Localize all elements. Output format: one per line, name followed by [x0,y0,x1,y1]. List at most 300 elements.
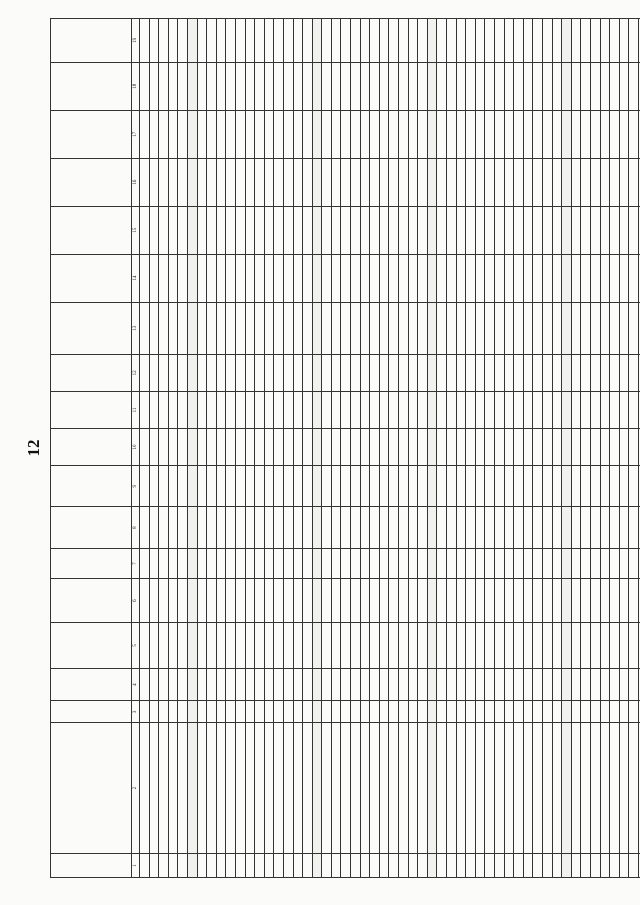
table-cell [533,254,543,302]
table-cell [197,548,207,579]
table-cell [216,701,226,723]
table-cell [514,19,524,63]
table-cell [187,206,197,254]
table-cell [389,723,399,854]
table-cell [293,254,303,302]
table-cell [187,622,197,668]
table-cell [571,19,581,63]
table-cell [274,579,284,623]
table-cell [283,110,293,158]
table-cell [264,391,274,428]
table-cell [514,579,524,623]
table-cell [523,254,533,302]
table-cell [351,428,361,465]
table-cell [581,354,591,391]
table-cell [168,428,178,465]
table-cell [408,723,418,854]
table-cell [523,302,533,354]
table-cell [216,19,226,63]
table-cell [293,701,303,723]
table-cell [485,466,495,507]
table-cell [303,428,313,465]
table-cell [399,701,409,723]
table-cell [140,466,150,507]
table-cell [389,428,399,465]
table-cell [283,302,293,354]
table-cell [149,158,159,206]
table-cell [168,110,178,158]
table-cell [600,206,610,254]
table-cell [610,723,620,854]
table-cell [168,158,178,206]
table-cell [312,428,322,465]
table-cell [322,854,332,878]
table-cell [360,428,370,465]
table-cell [159,110,169,158]
table-cell [197,302,207,354]
table-cell [303,723,313,854]
table-cell [245,428,255,465]
table-cell [187,579,197,623]
table-cell [379,854,389,878]
table-cell [264,668,274,701]
column-number: 10 [132,428,140,465]
table-cell [629,254,639,302]
table-cell [610,158,620,206]
table-cell [159,548,169,579]
table-cell [485,622,495,668]
table-cell [255,206,265,254]
table-cell [552,254,562,302]
table-cell [619,854,629,878]
table-cell [322,723,332,854]
table-cell [533,622,543,668]
table-cell [140,579,150,623]
table-cell [245,206,255,254]
table-cell [341,110,351,158]
table-cell [207,723,217,854]
table-cell [437,254,447,302]
table-cell [178,158,188,206]
table-cell [629,668,639,701]
table-cell [312,622,322,668]
table-row [274,19,284,878]
table-cell [475,302,485,354]
table-cell [341,622,351,668]
table-cell [303,579,313,623]
table-cell [562,254,572,302]
header-cell [51,668,132,701]
table-cell [168,466,178,507]
table-cell [351,302,361,354]
table-row [207,19,217,878]
table-cell [456,466,466,507]
table-cell [312,158,322,206]
table-cell [322,254,332,302]
table-cell [571,854,581,878]
table-cell [504,158,514,206]
table-cell [418,701,428,723]
table-cell [562,579,572,623]
table-cell [322,158,332,206]
table-cell [159,19,169,63]
table-cell [523,158,533,206]
table-cell [466,302,476,354]
table-cell [485,254,495,302]
table-cell [303,254,313,302]
table-cell [456,391,466,428]
table-cell [351,668,361,701]
table-cell [590,19,600,63]
table-cell [456,507,466,548]
table-row [370,19,380,878]
table-cell [235,854,245,878]
table-cell [610,548,620,579]
table-cell [456,62,466,110]
table-cell [475,668,485,701]
table-cell [207,391,217,428]
table-cell [274,110,284,158]
table-cell [283,391,293,428]
table-cell [235,668,245,701]
table-cell [187,428,197,465]
table-cell [159,466,169,507]
table-cell [360,723,370,854]
table-cell [187,158,197,206]
table-cell [370,254,380,302]
table-cell [274,206,284,254]
table-cell [600,548,610,579]
table-cell [494,62,504,110]
table-cell [542,354,552,391]
table-cell [379,391,389,428]
table-cell [552,701,562,723]
table-cell [571,206,581,254]
table-cell [427,701,437,723]
table-cell [447,854,457,878]
table-cell [187,466,197,507]
table-cell [235,158,245,206]
table-cell [533,354,543,391]
table-cell [533,701,543,723]
table-cell [187,854,197,878]
table-cell [437,206,447,254]
table-cell [245,302,255,354]
table-cell [322,354,332,391]
table-cell [370,548,380,579]
table-cell [571,254,581,302]
table-cell [504,723,514,854]
table-cell [370,206,380,254]
table-cell [360,668,370,701]
table-cell [322,206,332,254]
table-cell [293,110,303,158]
table-cell [255,579,265,623]
table-cell [514,62,524,110]
header-cell [51,354,132,391]
table-cell [629,723,639,854]
table-cell [408,854,418,878]
table-cell [619,62,629,110]
table-cell [207,62,217,110]
table-cell [552,391,562,428]
table-cell [159,254,169,302]
table-row [226,19,236,878]
table-cell [514,548,524,579]
table-cell [370,507,380,548]
table-cell [514,723,524,854]
table-cell [571,701,581,723]
table-cell [140,723,150,854]
table-cell [207,110,217,158]
table-cell [197,428,207,465]
table-row [542,19,552,878]
table-cell [590,579,600,623]
table-cell [408,110,418,158]
table-cell [226,206,236,254]
table-cell [216,854,226,878]
table-cell [140,622,150,668]
table-cell [581,622,591,668]
table-cell [475,62,485,110]
table-cell [312,723,322,854]
table-cell [274,668,284,701]
table-cell [312,391,322,428]
table-cell [600,62,610,110]
table-cell [303,62,313,110]
table-cell [178,622,188,668]
table-cell [159,158,169,206]
table-cell [264,507,274,548]
table-cell [447,428,457,465]
table-cell [226,391,236,428]
header-cell [51,19,132,63]
table-cell [274,701,284,723]
table-cell [437,158,447,206]
table-cell [235,466,245,507]
table-cell [600,302,610,354]
table-cell [331,391,341,428]
table-cell [235,19,245,63]
table-cell [494,254,504,302]
table-cell [255,466,265,507]
table-cell [542,391,552,428]
table-cell [235,701,245,723]
table-cell [542,668,552,701]
table-cell [207,254,217,302]
table-cell [331,254,341,302]
table-cell [197,622,207,668]
table-cell [293,354,303,391]
table-cell [408,62,418,110]
table-cell [149,254,159,302]
table-cell [456,254,466,302]
table-cell [149,466,159,507]
table-cell [187,302,197,354]
table-cell [447,622,457,668]
table-row [255,19,265,878]
table-cell [197,507,207,548]
table-cell [226,19,236,63]
table-cell [504,391,514,428]
table-cell [533,110,543,158]
table-cell [494,428,504,465]
table-cell [360,19,370,63]
table-cell [331,466,341,507]
table-cell [485,548,495,579]
table-cell [255,723,265,854]
table-cell [197,854,207,878]
table-cell [494,19,504,63]
table-cell [303,668,313,701]
table-cell [351,110,361,158]
table-cell [331,158,341,206]
table-cell [322,701,332,723]
table-cell [562,19,572,63]
table-cell [264,548,274,579]
table-cell [571,302,581,354]
table-cell [447,701,457,723]
table-cell [504,701,514,723]
table-cell [351,62,361,110]
table-cell [399,158,409,206]
table-cell [523,723,533,854]
table-row [466,19,476,878]
table-cell [466,466,476,507]
table-cell [619,507,629,548]
table-cell [610,354,620,391]
table-cell [235,507,245,548]
table-cell [456,302,466,354]
table-cell [562,723,572,854]
table-cell [581,19,591,63]
table-cell [178,206,188,254]
table-cell [168,206,178,254]
table-cell [418,428,428,465]
table-cell [590,302,600,354]
table-cell [168,622,178,668]
table-cell [562,622,572,668]
table-cell [197,110,207,158]
table-cell [379,302,389,354]
table-cell [504,428,514,465]
table-cell [168,723,178,854]
table-cell [322,391,332,428]
table-cell [159,854,169,878]
column-number: 15 [132,206,140,254]
table-cell [379,466,389,507]
table-cell [168,668,178,701]
table-cell [504,854,514,878]
table-cell [475,206,485,254]
table-cell [523,206,533,254]
table-cell [379,206,389,254]
column-number: 5 [132,622,140,668]
header-cell [51,723,132,854]
table-cell [274,622,284,668]
table-cell [610,302,620,354]
table-cell [245,507,255,548]
table-cell [370,622,380,668]
table-cell [226,158,236,206]
table-cell [600,254,610,302]
table-cell [283,854,293,878]
table-cell [360,391,370,428]
column-number: 11 [132,391,140,428]
table-cell [312,854,322,878]
table-row [360,19,370,878]
table-cell [437,854,447,878]
table-cell [331,19,341,63]
table-cell [504,19,514,63]
table-cell [514,466,524,507]
table-cell [485,428,495,465]
table-cell [542,622,552,668]
table-cell [523,701,533,723]
table-cell [581,428,591,465]
table-cell [293,302,303,354]
table-cell [351,507,361,548]
table-cell [437,391,447,428]
table-cell [283,62,293,110]
table-row [293,19,303,878]
table-cell [216,158,226,206]
table-cell [533,579,543,623]
table-cell [341,723,351,854]
table-cell [466,579,476,623]
table-cell [207,579,217,623]
table-cell [600,354,610,391]
table-cell [408,466,418,507]
table-cell [216,579,226,623]
table-cell [408,428,418,465]
table-cell [629,110,639,158]
table-cell [283,668,293,701]
table-row [283,19,293,878]
table-cell [418,62,428,110]
table-cell [571,466,581,507]
table-cell [303,354,313,391]
table-cell [255,622,265,668]
table-cell [408,391,418,428]
table-cell [485,701,495,723]
table-cell [552,548,562,579]
table-cell [389,354,399,391]
table-cell [456,854,466,878]
table-cell [629,354,639,391]
table-cell [494,723,504,854]
table-cell [494,548,504,579]
table-cell [341,668,351,701]
table-cell [504,548,514,579]
table-cell [389,668,399,701]
table-cell [581,548,591,579]
table-cell [274,548,284,579]
table-cell [399,579,409,623]
header-cell [51,302,132,354]
table-cell [264,110,274,158]
table-cell [590,354,600,391]
table-cell [619,158,629,206]
table-cell [485,579,495,623]
table-cell [619,548,629,579]
table-cell [379,354,389,391]
table-cell [418,622,428,668]
table-cell [475,579,485,623]
table-row [590,19,600,878]
table-cell [552,622,562,668]
table-cell [485,391,495,428]
